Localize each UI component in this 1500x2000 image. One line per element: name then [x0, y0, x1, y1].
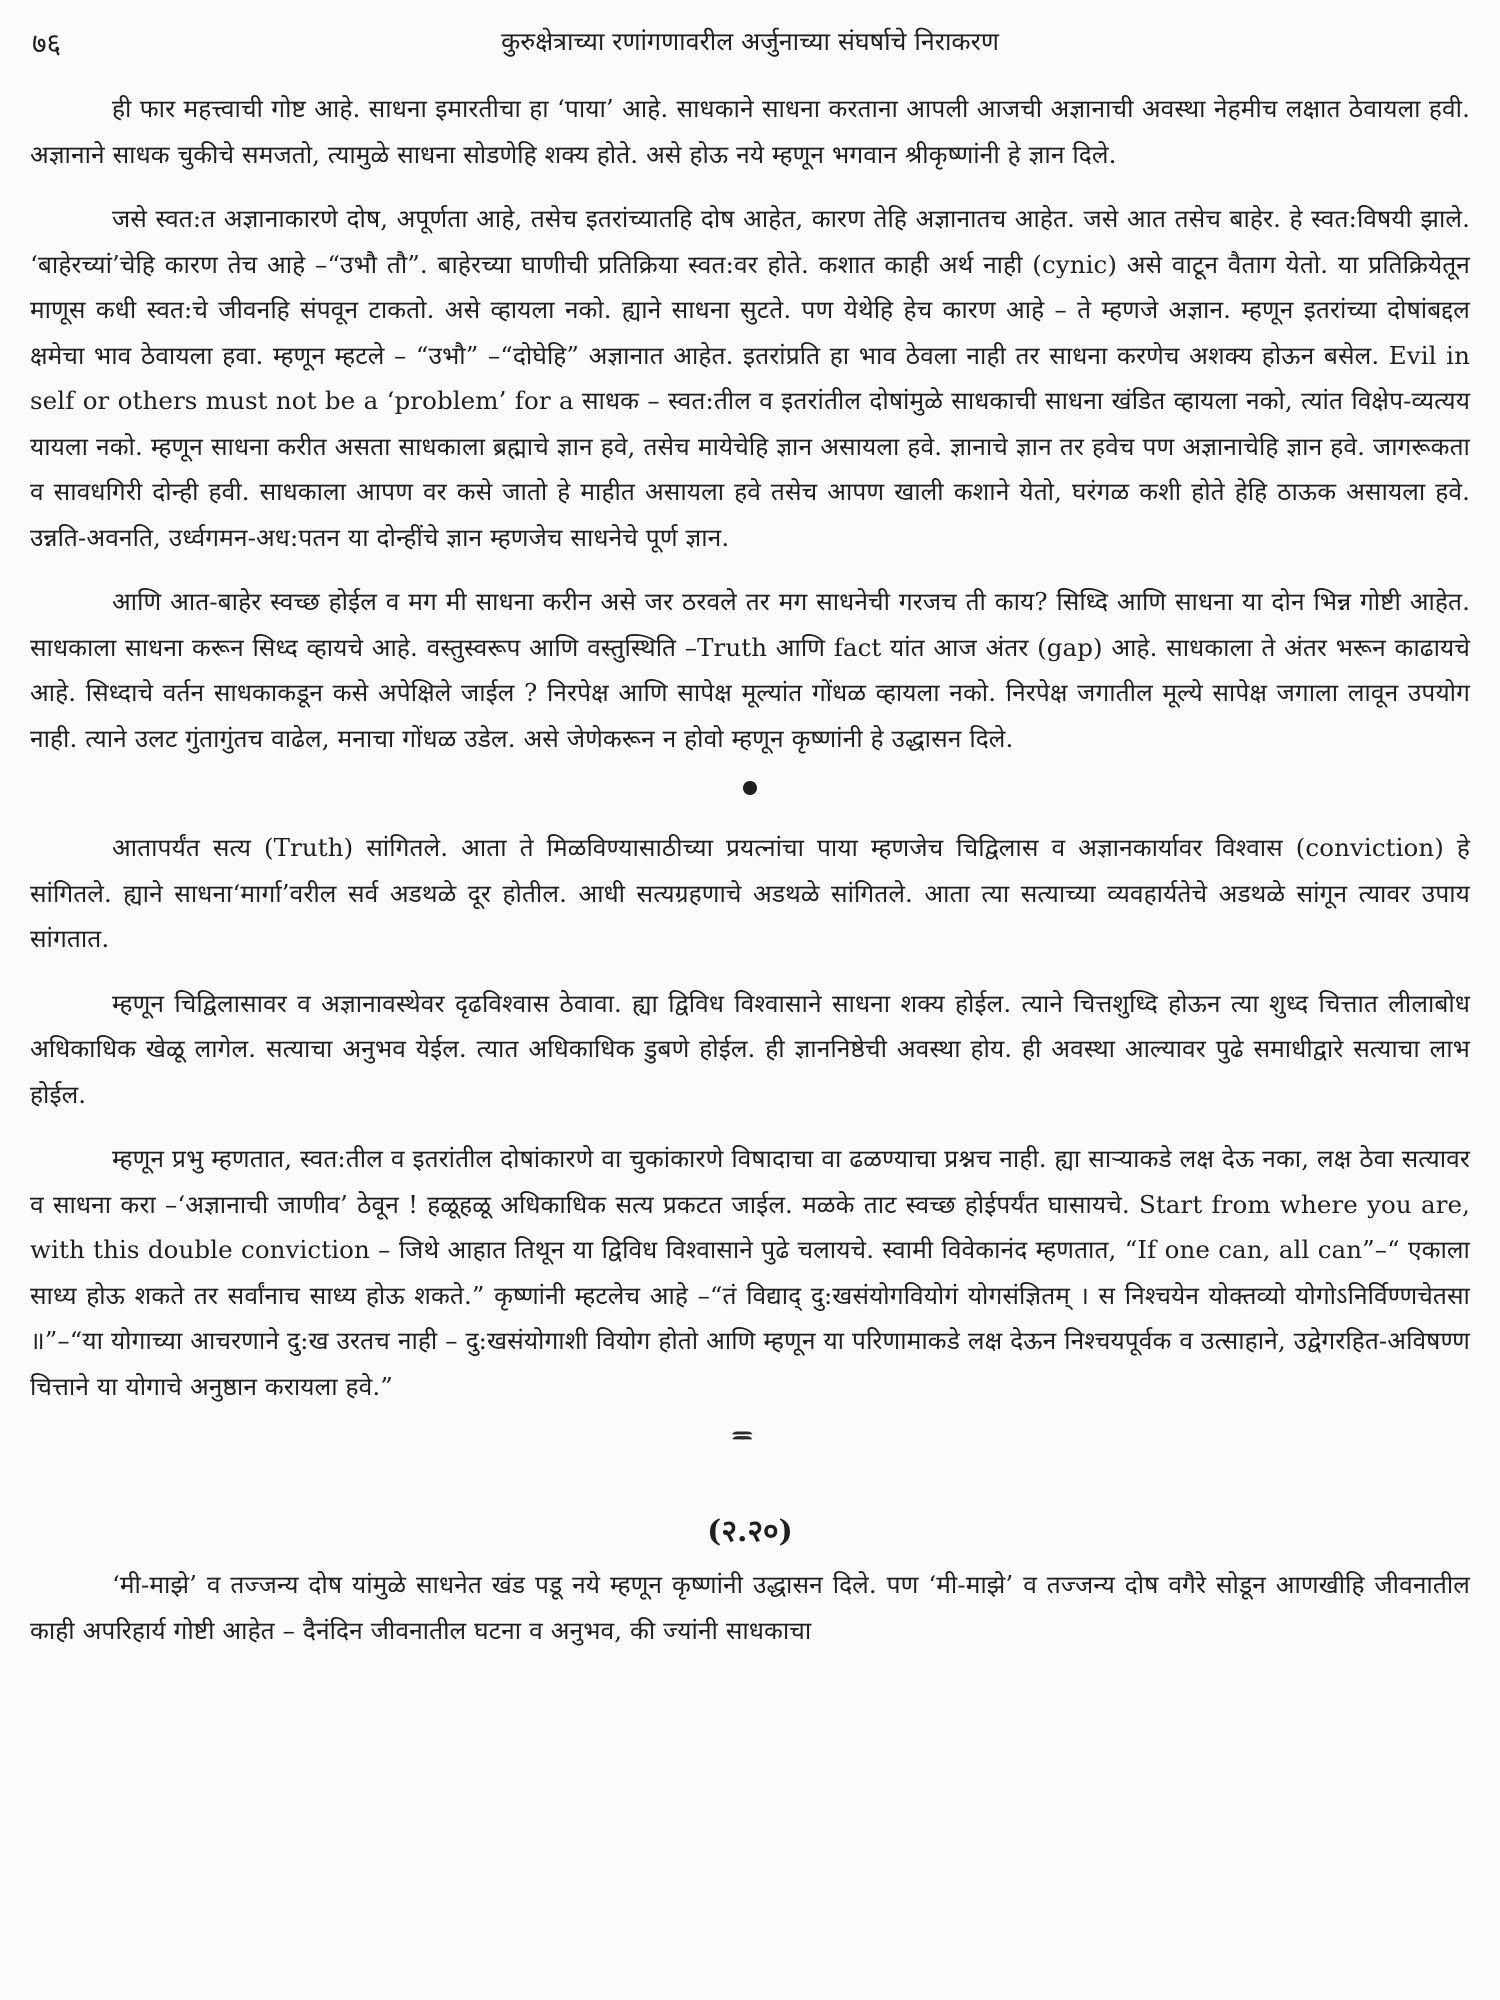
paragraph: ही फार महत्त्वाची गोष्ट आहे. साधना इमारतीचा हा ‘पाया’ आहे. साधकाने साधना करताना आपली आजची अज्ञानाची अवस्था नेहमीच लक्षात ठेवायला हवी. अज्ञानाने साधक चुकीचे समजतो, त्यामुळे साधना सोडणेहि शक्य होते. असे होऊ नये म्हणून भगवान श्रीकृष्णांनी हे ज्ञान दिले.	[30, 94, 1470, 169]
section-separator	[30, 780, 1470, 799]
paragraph: आतापर्यंत सत्य (Truth) सांगितले. आता ते मिळविण्यासाठीच्या प्रयत्नांचा पाया म्हणजेच चिद्विलास व अज्ञानकार्यावर विश्वास (conviction) हे सांगितले. ह्याने साधना‘मार्गा’वरील सर्व अडथळे दूर होतील. आधी सत्यग्रहणाचे अडथळे सांगितले. आता त्या सत्याच्या व्यवहार्यतेचे अडथळे सांगून त्यावर उपाय सांगतात.	[30, 833, 1470, 953]
page-number: ७६	[32, 27, 62, 60]
ornament-divider: ꩰꩰꩰꩰꩰꩰꩰꩰꩰꩰꩰ	[744, 1431, 756, 1461]
paragraph: ‘मी-माझे’ व तज्जन्य दोष यांमुळे साधनेत खंड पडू नये म्हणून कृष्णांनी उद्धासन दिले. पण ‘मी-माझे’ व तज्जन्य दोष वगैरे सोडून आणखीहि जीवनातील काही अपरिहार्य गोष्टी आहेत – दैनंदिन जीवनातील घटना व अनुभव, की ज्यांनी साधकाचा	[30, 1570, 1470, 1645]
paragraph: म्हणून चिद्विलासावर व अज्ञानावस्थेवर दृढविश्वास ठेवावा. ह्या द्विविध विश्वासाने साधना शक्य होईल. त्याने चित्तशुध्दि होऊन त्या शुध्द चित्तात लीलाबोध अधिकाधिक खेळू लागेल. सत्याचा अनुभव येईल. त्यात अधिकाधिक डुबणे होईल. ही ज्ञाननिष्ठेची अवस्था होय. ही अवस्था आल्यावर पुढे समाधीद्वारे सत्याचा लाभ होईल.	[30, 988, 1470, 1109]
body-text	[30, 86, 1470, 1653]
paragraph: आणि आत-बाहेर स्वच्छ होईल व मग मी साधना करीन असे जर ठरवले तर मग साधनेची गरजच ती काय? सिध्दि आणि साधना या दोन भिन्न गोष्टी आहेत. साधकाला साधना करून सिध्द व्हायचे आहे. वस्तुस्वरूप आणि वस्तुस्थिति –Truth आणि fact यांत आज अंतर (gap) आहे. साधकाला ते अंतर भरून काढायचे आहे. सिध्दाचे वर्तन साधकाकडून कसे अपेक्षिले जाईल ? निरपेक्ष आणि सापेक्ष मूल्यांत गोंधळ व्हायला नको. निरपेक्ष जगातील मूल्ये सापेक्ष जगाला लावून उपयोग नाही. त्याने उलट गुंतागुंतच वाढेल, मनाचा गोंधळ उडेल. असे जेणेकरून न होवो म्हणून कृष्णांनी हे उद्धासन दिले.	[30, 587, 1470, 753]
page-header	[30, 22, 1470, 62]
bullet-icon	[743, 781, 757, 795]
paragraph: म्हणून प्रभु म्हणतात, स्वत:तील व इतरांतील दोषांकारणे वा चुकांकारणे विषादाचा वा ढळण्याचा प्रश्नच नाही. ह्या साऱ्याकडे लक्ष देऊ नका, लक्ष ठेवा सत्यावर व साधना करा –‘अज्ञानाची जाणीव’ ठेवून ! हळूहळू अधिकाधिक सत्य प्रकटत जाईल. मळके ताट स्वच्छ होईपर्यंत घासायचे. Start from where you are, with this double conviction – जिथे आहात तिथून या द्विविध विश्वासाने पुढे चलायचे. स्वामी विवेकानंद म्हणतात, “If one can, all can”–“ एकाला साध्य होऊ शकते तर सर्वांनाच साध्य होऊ शकते.” कृष्णांनी म्हटलेच आहे –“तं विद्याद् दु:खसंयोगवियोगं योगसंज्ञितम् । स निश्चयेन योक्तव्यो योगोऽनिर्विण्णचेतसा ॥”–“या योगाच्या आचरणाने दु:ख उरतच नाही – दु:खसंयोगाशी वियोग होतो आणि म्हणून या परिणामाकडे लक्ष देऊन निश्चयपूर्वक व उत्साहाने, उद्वेगरहित-अविषण्ण चित्ताने या योगाचे अनुष्ठान करायला हवे.”	[30, 1144, 1471, 1401]
paragraph: जसे स्वत:त अज्ञानाकारणे दोष, अपूर्णता आहे, तसेच इतरांच्यातहि दोष आहेत, कारण तेहि अज्ञानातच आहेत. जसे आत तसेच बाहेर. हे स्वत:विषयी झाले. ‘बाहेरच्यां’चेहि कारण तेच आहे –“उभौ तौ”. बाहेरच्या घाणीची प्रतिक्रिया स्वत:वर होते. कशात काही अर्थ नाही (cynic) असे वाटून वैताग येतो. या प्रतिक्रियेतून माणूस कधी स्वत:चे जीवनहि संपवून टाकतो. असे व्हायला नको. ह्याने साधना सुटते. पण येथेहि हेच कारण आहे – ते म्हणजे अज्ञान. म्हणून इतरांच्या दोषांबद्दल क्षमेचा भाव ठेवायला हवा. म्हणून म्हटले – “उभौ” –“दोघेहि” अज्ञानात आहेत. इतरांप्रति हा भाव ठेवला नाही तर साधना करणेच अशक्य होऊन बसेल. Evil in self or others must not be a ‘problem’ for a साधक – स्वत:तील व इतरांतील दोषांमुळे साधकाची साधना खंडित व्हायला नको, त्यांत विक्षेप-व्यत्यय यायला नको. म्हणून साधना करीत असता साधकाला ब्रह्माचे ज्ञान हवे, तसेच मायेचेहि ज्ञान असायला हवे. ज्ञानाचे ज्ञान तर हवेच पण अज्ञानाचेहि ज्ञान हवे. जागरूकता व सावधगिरी दोन्ही हवी. साधकाला आपण वर कसे जातो हे माहीत असायला हवे तसेच आपण खाली कशाने येतो, घरंगळ कशी होते हेहि ठाऊक असायला हवे. उन्नति-अवनति, उर्ध्वगमन-अध:पतन या दोन्हींचे ज्ञान म्हणजेच साधनेचे पूर्ण ज्ञान.	[30, 204, 1470, 552]
section-number: (२.२०)	[707, 1514, 793, 1549]
running-head: कुरुक्षेत्राच्या रणांगणावरील अर्जुनाच्या संघर्षाचे निराकरण	[501, 27, 999, 56]
